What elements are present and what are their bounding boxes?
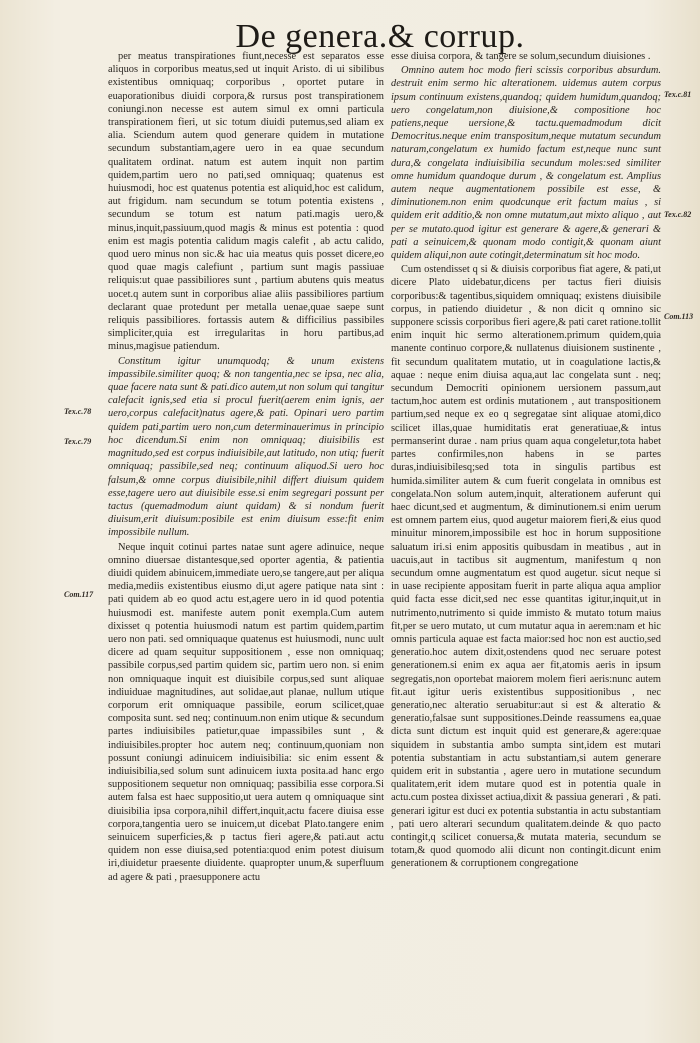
left-column (108, 50, 384, 884)
margin-note: Tex.c.78 (64, 407, 92, 416)
margin-note: Com.117 (64, 590, 94, 599)
margin-note: Tex.c.82 (664, 210, 692, 219)
paragraph-italic: Omnino autem hoc modo fieri scissis corporibus absurdum. destruit enim sermo hic alterationem. uidemus autem corpus ipsum continuum existens,quandoq; quidem humidum,quandoq; uero congelatum,non diuisione,& compositione hoc patiens,neque uersione,& tactu.quemadmodum dicit Democritus.neque enim transpositum,neque mutatum secundum naturam,congelatum ex humido factum est,neque nunc sunt dura,& congelata indiuisibilia secundum moles:sed similiter omne humidum quandoque durum , & congelatum est. Amplius autem neque augmentationem possibile est esse, & diminutionem.non enim quodcunque erit factum maius , si quidem erit additio,& non omne mutatum,aut mixto aliquo , aut per se mutato.quod igitur est generare & agere,& generari & pati a seinuicem,& quonam modo contigit,& quonam aiunt quidem aliqui,non aute cotingit,determinatum sit hoc modo. (391, 65, 661, 262)
paragraph: Neque inquit cotinui partes natae sunt agere adinuice, neque omnino diuersae distantesque,sed oporter agentia, & patientia diuidi quidem abinuicem,immediate uero,se tangere,aut per aliqua media,mediis existentibus eiusmo di,ut agere patique nata sint : pati quidem ab eo quod actu est,agere uero in id quod potentia huiusmodi est. manifeste autem ponit exempla.Cum autem dixisset q potentia huiusmodi natum est partim quidem,partim uero non pati. sed omniquaque quatenus est huiusmodi, nunc uult dicere ad quam sequitur suppositionem , esse non omniquaq; passibile corpus,sed partim quidem sic, partim uero non. si enim non omniquaque inquit est diuisibile corpus,sed sunt aliquae indiuiduae magnitudines, aut solidae,aut planae, nullum utique corporum erit omniquaque passibile, eorum scilicet,quae composita sunt. sed neq; continuum.non enim utique & secundum partes indiuisibiles patietur,quae impassibiles sunt , & indiuisibiles.propter hoc autem neq; continuum,quoniam non possunt coniungi adinuicem indiuisibilia: sic enim essent & indiuisibilia,sed solum sunt adinuicem iuxta posita.ad hanc ergo suppositionem sequetur non omniquaq; passibilia esse corpora.Si autem falsa est haec suppositio,ut uera autem q omniquaque sint diuisibilia ipsa corpora,nihil differt,inquit,actu facere diuisa esse corpora,tangentia uero se inuicem,ut dicebat Plato.tangere enim seinuicem superficies,& p tactus fieri agere,& pati.aut actu quidem non esse diuisa,sed potentia:quod enim potest diuisum iri,diuidetur praesente diuidente. quapropter unum,& superfluum ad agere & pati , praesupponere actu (108, 541, 384, 883)
paragraph: Cum ostendisset q si & diuisis corporibus fiat agere, & pati,ut dicere Plato uidebatur,dicens per tactus fieri diuisis corporibus:& tagentibus,siquidem omniquaq; existens diuisibile corpus, in patiendo diuidetur , & non dicit q omnino sic supponere scissis corporibus fieri agere,& pati caret ratione.tollit enim inquit hic sermo alterationem.primum quidem,quia manente continuo corpore,& nullatenus diuisionem sustinente , fit secundum qualitatem mutatio, ut in coagulatione lactis,& aquae : neque enim diuisa aqua,aut lac congelata sunt . neq; secundum Democriti opinionem uersionem passum,aut tactum,hoc autem est ordinis mutationem , aut transpositionem partium,sed neque ex eo q segregatae sint aliquae atomi,dico scilicet illas,quae humiditatis erat generatiuae,& intus permanserint durae . nam prius quam aqua congeletur,tota habet partes confirmiles,non habens in se partes duras,indiuisibilesq;sed tota in singulis partibus est humida.similiter autem & cum fuerit congelata in omnibus est congelata.Non solum autem,inquit, alterationem auferunt qui haec dicunt,sed et augmentum, & diminutionem.si enim uerum est omnem partem eius, quod augetur maiorem fieri,& eius quod minuitur minorem,impossibile est hoc in horum suppositione saluatum iri.si enim appositis quibusdam in meatibus , aut in uacuis,aut in tactibus sit augmentum, manifestum q non secundum omne augmentatum est quod augetur. sicut neque si in uase recipiente appositam fuerit in parte aliqua aqua amplior quid facta esse dicit,sed nec esse quantitas igitur,inquit,ut in nutrimento,nutrimento si quide immisto & mutato totum maius fit,per se uero mutato, ut cum mutatur aqua in aerem:nam et hic omnis particula aquae est facta maior:sed hoc non est auctio,sed generatio.hoc autem dixit,ostendens quod nec seruare potest generationem.si enim ex aqua aer fit,atomis aeris in ipsum segregatis,non oportebat maiorem molem fieri aeris:nunc autem fit.aut igitur ueris existentibus suppositionibus , nec generatio,nec alteratio seruabitur:aut si est & alteratio & generatio,falsae sunt suppositiones.Deinde reassumens ea,quae dicta sunt dictum est inquit quid est generare,& agere:quae siquidem in substantia ambo sumpta sint,idem est mutari potentia substantiam in actu substantiam,si autem generare quidem erit in substantia , agere uero in mutatione secundum qualitatem,erit idem mutare quod est in potentia quale in actu.cum postea dixisset actiua,dixit & passiua generari , & pati. generari igitur est duci ex potentia substantia in actu substantiam , pati uero alterari secundum qualitatem.deinde & quo pacto contingit,q scilicet conuersa,& mutata materia, secundum se totam,& quod quomodo alii dicunt non contingit.dicunt enim generationem & corruptionem congregatione (391, 264, 661, 870)
margin-note: Tex.c.79 (64, 437, 92, 446)
paragraph-italic: Constitum igitur unumquodq; & unum existens impassibile.similiter quoq; & non tangentia,nec se ipsa, nec alia, quae facere nata sunt & pati.dico autem,ut non solum qui tangitur calefacit ignis,sed etia si procul fuerit(aerem enim ignis, aer uero,corpus calefacit)natus agere,& pati. Opinari uero partim quidem pati,partim uero non,cum determinauerimus in principio hoc dicendum.Si enim non omniquaq; diuisibilis est magnitudo,sed est corpus indiuisibile,aut latitudo, non utiq; fuerit omniquaq; passibile,sed neq; continuum aliquod.Si uero hoc falsum,& omne corpus diuisibile,nihil differt diuisum quidem esse,tagere uero aut diuisibile esse.si enim segregari possunt per tactus (quemadmodum aiunt quidam) & si nondum fuerit diuisum,erit diuisum:posibile est enim diuisum esse:fit enim impossibile nullum. (108, 355, 384, 539)
paragraph: per meatus transpirationes fiunt,necesse est separatos esse aliquos in corporibus meatus,sed ut inquit Aristo. di ui sibilibus existentibus omniquaq; corporibus , oportet putare in euaporationibus diuidi corpora,& rursus post transpirationem coniungi.non necesse est autem simul ex omni particula transpirationem fieri, ut sic totum diuidi putemus,sed aliam ex alia. Sciendum autem quod generare quidem in mutatione secundum substantiam,agere uero in ea quae secundum qualitatem ordinat. natum est autem inquit non partim quidem,partim uero no pati,sed omniquaq; quatenus est huiusmodi, hoc est quatenus potentia est aliquid,hoc est calidum, aut frigidum. nam secundum se totum potentia existens , secundum se totum est natum pati.magis uero,& minus,inquit,passiuum,quod magis & minus est potentia : quod enim est magis potentia calidum magis calefit , ab actu calido, quod uero minus non sic.& hac uia meatus quis posset dicere,eo quod quae magis calefiunt , partium sunt magis passiuae reliquis:ut quae passibiliores sunt , partium abutens quis meatus uocet.q autem sunt in corporibus aliae aliis passibiliores partium declarant quae protedunt per metalla uenae,quae saepe sunt reliquis passibiliores. fortassis autem & difficilius passibiles simpliciter,quia est irregularitas in horu partibus,ad minus,magisue patiendum. (108, 51, 384, 353)
paragraph: esse diuisa corpora, & tangere se solum,secundum diuisiones . (391, 51, 651, 62)
margin-note: Tex.c.81 (664, 90, 692, 99)
page-title: De genera.& corrup. (235, 18, 525, 55)
right-column (391, 50, 661, 871)
margin-note: Com.113 (664, 312, 694, 321)
